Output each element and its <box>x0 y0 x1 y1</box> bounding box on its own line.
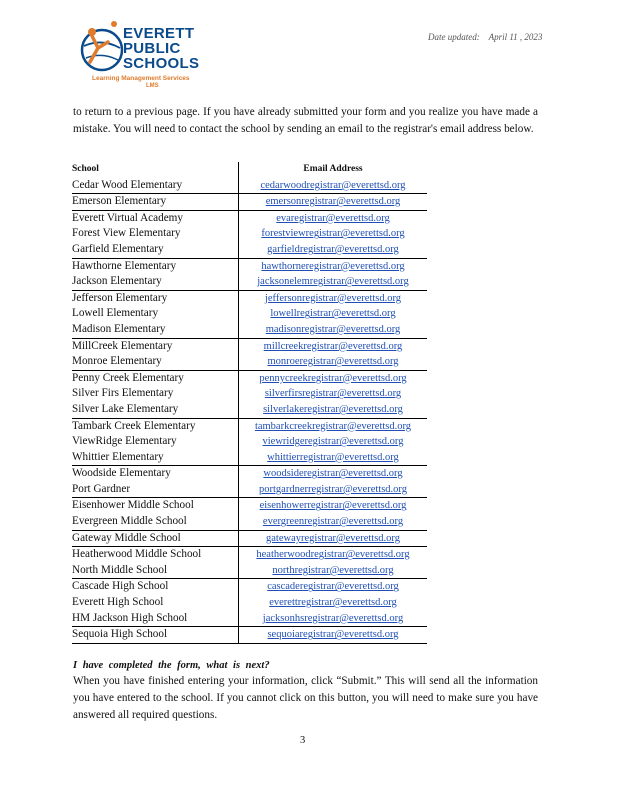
school-name: Penny Creek Elementary <box>72 370 239 386</box>
registrar-email-link[interactable]: woodsideregistrar@everettsd.org <box>239 466 428 482</box>
school-name: Sequoia High School <box>72 627 239 644</box>
table-row <box>72 290 427 306</box>
table-row <box>72 194 427 211</box>
table-row <box>72 242 427 258</box>
faq-question: I have completed the form, what is next? <box>73 660 270 671</box>
table-row <box>72 354 427 370</box>
table-row <box>72 178 427 194</box>
registrar-email-link[interactable]: tambarkcreekregistrar@everettsd.org <box>239 418 428 434</box>
table-row <box>72 370 427 386</box>
table-row <box>72 402 427 418</box>
table-row <box>72 450 427 466</box>
registrar-email-link[interactable]: silverlakeregistrar@everettsd.org <box>239 402 428 418</box>
table-row <box>72 274 427 290</box>
school-name: MillCreek Elementary <box>72 338 239 354</box>
logo-subtitle: Learning Management Services <box>92 75 190 82</box>
registrar-email-link[interactable]: pennycreekregistrar@everettsd.org <box>239 370 428 386</box>
registrar-email-link[interactable]: sequoiaregistrar@everettsd.org <box>239 627 428 644</box>
registrar-email-link[interactable]: jeffersonregistrar@everettsd.org <box>239 290 428 306</box>
school-name: Whittier Elementary <box>72 450 164 463</box>
page-number: 3 <box>300 735 306 746</box>
table-row <box>72 258 427 274</box>
table-row <box>72 514 427 530</box>
school-name: Tambark Creek Elementary <box>72 418 239 434</box>
school-name: North Middle School <box>72 563 168 576</box>
school-name: Jackson Elementary <box>72 275 162 288</box>
school-name: Everett High School <box>72 596 164 609</box>
logo-subtitle-abbr: LMS <box>146 83 159 89</box>
registrar-email-link[interactable]: madisonregistrar@everettsd.org <box>239 322 428 338</box>
registrar-email-link[interactable]: heatherwoodregistrar@everettsd.org <box>239 547 428 563</box>
date-value: April 11 , 2023 <box>488 32 543 42</box>
table-row <box>72 386 427 402</box>
table-row <box>72 226 427 242</box>
table-row <box>72 563 427 579</box>
school-name: ViewRidge Elementary <box>72 435 177 448</box>
table-row <box>72 306 427 322</box>
school-name: Port Gardner <box>72 482 131 495</box>
logo-wordmark: EVERETT PUBLIC SCHOOLS <box>123 25 200 72</box>
registrar-email-link[interactable]: forestviewregistrar@everettsd.org <box>239 226 428 242</box>
registrar-email-link[interactable]: cedarwoodregistrar@everettsd.org <box>239 178 428 194</box>
school-column-header: School <box>72 164 99 174</box>
registrar-email-link[interactable]: garfieldregistrar@everettsd.org <box>239 242 428 258</box>
school-name: Woodside Elementary <box>72 466 239 482</box>
table-row <box>72 595 427 611</box>
table-row <box>72 434 427 450</box>
school-name: Silver Firs Elementary <box>72 387 174 400</box>
table-row <box>72 579 427 595</box>
school-name: Cascade High School <box>72 579 239 595</box>
registrar-email-link[interactable]: viewridgeregistrar@everettsd.org <box>239 434 428 450</box>
table-row <box>72 210 427 226</box>
school-name: Garfield Elementary <box>72 242 164 255</box>
school-name: HM Jackson High School <box>72 611 188 624</box>
date-updated <box>428 32 542 42</box>
school-name: Forest View Elementary <box>72 227 181 240</box>
registrar-email-link[interactable]: jacksonelemregistrar@everettsd.org <box>239 274 428 290</box>
intro-paragraph: to return to a previous page. If you have already submitted your form and you realize you have made a mistake. You will need to contact the school by sending an email to the registrar's email address below. <box>73 106 538 135</box>
email-column-header: Email Address <box>239 162 428 178</box>
registrar-email-link[interactable]: everettregistrar@everettsd.org <box>239 595 428 611</box>
table-row <box>72 418 427 434</box>
registrar-email-link[interactable]: cascaderegistrar@everettsd.org <box>239 579 428 595</box>
table-row <box>72 547 427 563</box>
school-name: Heatherwood Middle School <box>72 547 239 563</box>
date-label: Date updated: <box>428 32 480 42</box>
registrar-email-link[interactable]: gatewayregistrar@everettsd.org <box>239 530 428 547</box>
registrar-email-link[interactable]: eisenhowerregistrar@everettsd.org <box>239 498 428 514</box>
globe-figure-icon <box>78 18 128 78</box>
registrar-email-link[interactable]: emersonregistrar@everettsd.org <box>239 194 428 211</box>
table-row <box>72 466 427 482</box>
school-name: Madison Elementary <box>72 322 166 335</box>
registrar-email-link[interactable]: jacksonhsregistrar@everettsd.org <box>239 611 428 627</box>
registrar-table <box>72 162 427 644</box>
school-name: Jefferson Elementary <box>72 290 239 306</box>
faq-answer: When you have finished entering your information, click “Submit.” This will send all the information you have entered to the school. If you cannot click on this button, you will need to make sure you have answered all required questions. <box>73 675 538 721</box>
table-row <box>72 338 427 354</box>
registrar-email-link[interactable]: evaregistrar@everettsd.org <box>239 210 428 226</box>
school-name: Silver Lake Elementary <box>72 402 179 415</box>
school-name: Monroe Elementary <box>72 355 162 368</box>
district-logo <box>78 18 238 98</box>
registrar-email-link[interactable]: silverfirsregistrar@everettsd.org <box>239 386 428 402</box>
registrar-email-link[interactable]: northregistrar@everettsd.org <box>239 563 428 579</box>
table-row <box>72 611 427 627</box>
registrar-email-link[interactable]: millcreekregistrar@everettsd.org <box>239 338 428 354</box>
registrar-email-link[interactable]: lowellregistrar@everettsd.org <box>239 306 428 322</box>
school-name: Eisenhower Middle School <box>72 498 239 514</box>
table-row <box>72 322 427 338</box>
table-row <box>72 530 427 547</box>
school-name: Hawthorne Elementary <box>72 258 239 274</box>
table-row <box>72 498 427 514</box>
registrar-email-link[interactable]: portgardnerregistrar@everettsd.org <box>239 482 428 498</box>
school-name: Everett Virtual Academy <box>72 210 239 226</box>
registrar-email-link[interactable]: hawthorneregistrar@everettsd.org <box>239 258 428 274</box>
table-row <box>72 482 427 498</box>
school-name: Evergreen Middle School <box>72 515 187 528</box>
registrar-email-link[interactable]: monroeregistrar@everettsd.org <box>239 354 428 370</box>
school-name: Emerson Elementary <box>72 194 239 211</box>
registrar-email-link[interactable]: evergreenregistrar@everettsd.org <box>239 514 428 530</box>
registrar-email-link[interactable]: whittierregistrar@everettsd.org <box>239 450 428 466</box>
school-name: Gateway Middle School <box>72 530 239 547</box>
school-name: Lowell Elementary <box>72 307 159 320</box>
table-row <box>72 627 427 644</box>
school-name: Cedar Wood Elementary <box>72 178 183 191</box>
